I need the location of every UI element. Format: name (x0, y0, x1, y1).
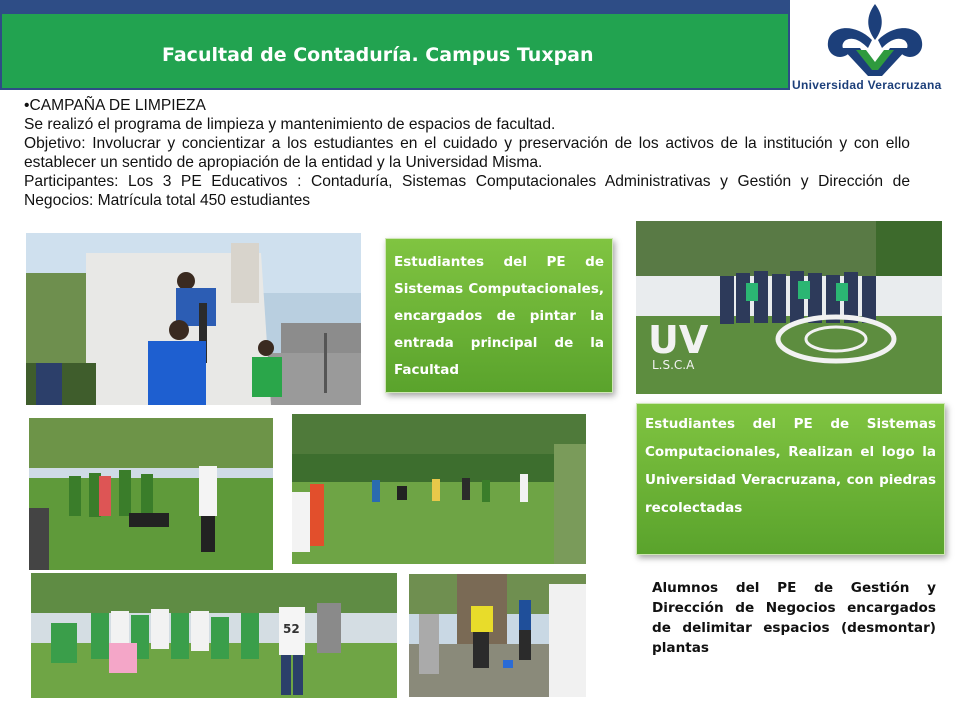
objective-paragraph: Objetivo: Involucrar y concientizar a los estudiantes en el cuidado y preservación de los activos de la institución y con ello establecer un sentido de apropiación de la entidad y la Universidad Misma. (24, 135, 910, 171)
photo-group-lawn (29, 418, 273, 570)
lsca-stone-letters: L.S.C.A (652, 358, 695, 372)
intro-text (24, 96, 910, 210)
university-logo-text: Universidad Veracruzana (792, 78, 942, 92)
caption-logo-text: Estudiantes del PE de Sistemas Computacionales, Realizan el logo la Universidad Veracruzana, con piedras recolectadas (645, 416, 936, 516)
uv-stone-letters: UV (648, 318, 709, 362)
caption-box-painting (385, 238, 613, 393)
caption-box-logo (636, 403, 945, 555)
caption-painting-text: Estudiantes del PE de Sistemas Computacionales, encargados de pintar la entrada principal de la Facultad (394, 254, 604, 378)
photo-field-cleanup (292, 414, 586, 564)
program-description: Se realizó el programa de limpieza y mantenimiento de espacios de facultad. (24, 116, 556, 133)
shirt-number-52: 52 (283, 622, 300, 636)
participants-paragraph: Participantes: Los 3 PE Educativos : Contaduría, Sistemas Computacionales Administrativas y Gestión y Dirección de Negocios: Matrícula total 450 estudiantes (24, 173, 910, 209)
top-band (0, 0, 790, 14)
photo-large-group (31, 573, 397, 698)
photo-painting-entrance (26, 233, 361, 405)
photo-uv-logo-stones (636, 221, 942, 394)
caption-gestion-text: Alumnos del PE de Gestión y Dirección de Negocios encargados de delimitar espacios (desmontar) plantas (652, 580, 936, 656)
page-title: Facultad de Contaduría. Campus Tuxpan (162, 44, 594, 66)
campaign-heading: •CAMPAÑA DE LIMPIEZA (24, 97, 206, 114)
photo-planting (409, 574, 586, 697)
